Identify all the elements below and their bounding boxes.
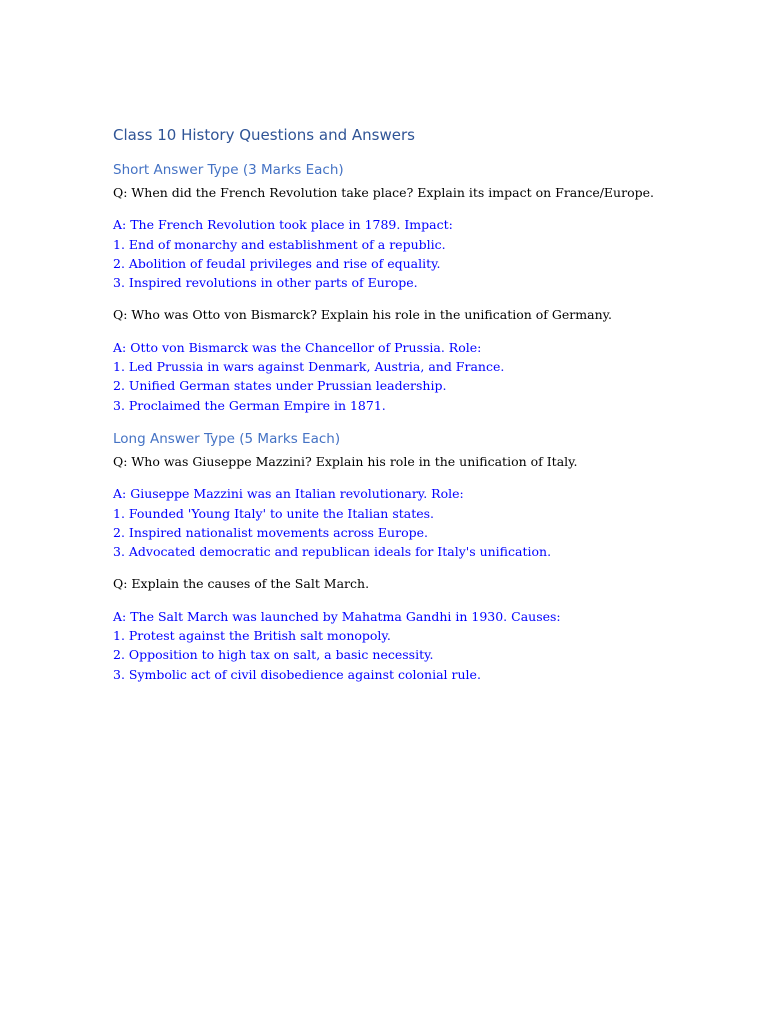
answer-line: 2. Abolition of feudal privileges and rise of equality.	[113, 255, 441, 271]
answer-line: 2. Opposition to high tax on salt, a basic necessity.	[113, 647, 434, 663]
question-text: Q: Explain the causes of the Salt March.	[113, 576, 370, 592]
question-text: Q: When did the French Revolution take place? Explain its impact on France/Europe.	[113, 185, 654, 200]
section-heading-long-answer: Long Answer Type (5 Marks Each)	[113, 430, 341, 447]
answer-line: 1. Protest against the British salt monopoly.	[113, 628, 391, 644]
answer-block	[113, 215, 713, 292]
answer-line: 1. Founded 'Young Italy' to unite the Italian states.	[113, 505, 435, 521]
answer-line: A: Otto von Bismarck was the Chancellor of Prussia. Role:	[113, 339, 482, 355]
answer-line: 1. Led Prussia in wars against Denmark, Austria, and France.	[113, 359, 505, 375]
answer-line: 3. Advocated democratic and republican ideals for Italy's unification.	[113, 544, 552, 560]
answer-line: 3. Proclaimed the German Empire in 1871.	[113, 397, 386, 413]
answer-line: 3. Symbolic act of civil disobedience against colonial rule.	[113, 666, 481, 682]
answer-block	[113, 484, 713, 561]
document-body	[113, 124, 713, 684]
qa-item	[113, 574, 713, 683]
answer-line: 1. End of monarchy and establishment of a republic.	[113, 236, 446, 252]
qa-item	[113, 452, 713, 561]
answer-line: A: The Salt March was launched by Mahatma Gandhi in 1930. Causes:	[113, 608, 561, 624]
answer-line: 2. Unified German states under Prussian leadership.	[113, 378, 447, 394]
section-heading-short-answer: Short Answer Type (3 Marks Each)	[113, 162, 344, 178]
answer-block	[113, 607, 713, 684]
qa-item	[113, 305, 713, 414]
answer-line: A: The French Revolution took place in 1789. Impact:	[113, 217, 453, 233]
question-text: Q: Who was Otto von Bismarck? Explain his role in the unification of Germany.	[113, 307, 612, 323]
answer-line: 3. Inspired revolutions in other parts of Europe.	[113, 275, 418, 291]
answer-line: A: Giuseppe Mazzini was an Italian revolutionary. Role:	[113, 486, 464, 502]
qa-item	[113, 183, 713, 292]
answer-block	[113, 338, 713, 415]
answer-line: 2. Inspired nationalist movements across Europe.	[113, 524, 428, 540]
question-text: Q: Who was Giuseppe Mazzini? Explain his role in the unification of Italy.	[113, 453, 578, 469]
document-title: Class 10 History Questions and Answers	[113, 126, 415, 144]
